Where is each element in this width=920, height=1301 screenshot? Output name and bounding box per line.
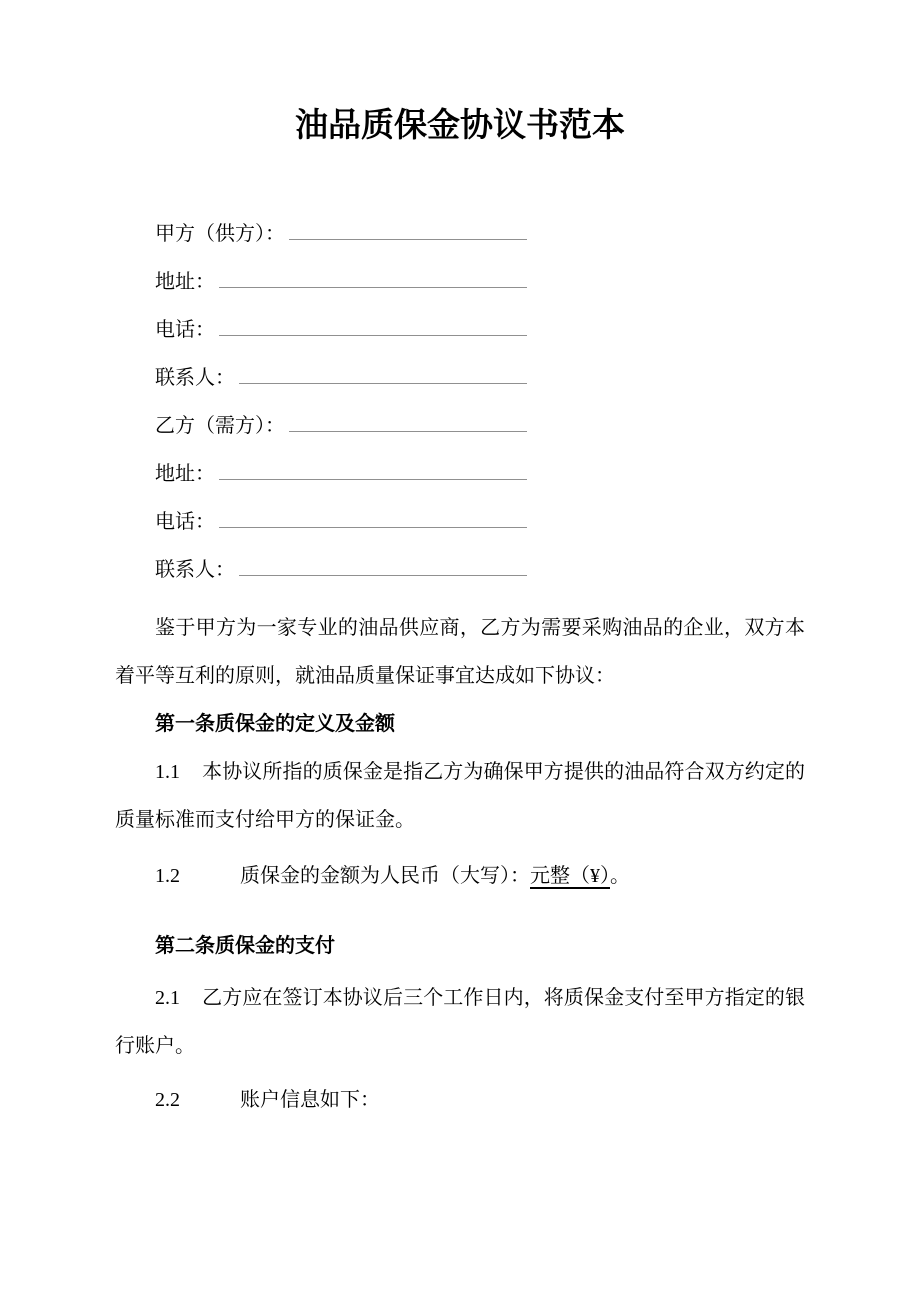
clause-text: 本协议所指的质保金是指乙方为确保甲方提供的油品符合双方约定的质量标准而支付给甲方的保证金。 <box>115 761 805 831</box>
blank-line <box>239 383 527 384</box>
clause-1-1 <box>115 748 805 844</box>
clause-text: 质保金的金额为人民币（大写）： <box>240 865 530 887</box>
form-label: 联系人： <box>155 367 235 389</box>
form-row-phone-b <box>155 498 527 546</box>
clause-2-1 <box>115 974 805 1070</box>
form-row-party-b <box>155 402 527 450</box>
form-label: 电话： <box>155 511 215 533</box>
clause-text: 账户信息如下： <box>240 1089 380 1111</box>
clause-number: 2.2 <box>155 1089 180 1111</box>
clause-1-2 <box>115 852 805 900</box>
form-label: 地址： <box>155 271 215 293</box>
form-label: 地址： <box>155 463 215 485</box>
form-row-phone-a <box>155 306 527 354</box>
section-1-heading: 第一条质保金的定义及金额 <box>155 713 395 735</box>
party-info-form <box>155 210 805 594</box>
clause-number: 2.1 <box>155 987 180 1009</box>
blank-line <box>219 527 527 528</box>
section-2-heading: 第二条质保金的支付 <box>155 935 335 957</box>
form-row-address-a <box>155 258 527 306</box>
blank-line <box>239 575 527 576</box>
blank-line <box>219 287 527 288</box>
form-label: 电话： <box>155 319 215 341</box>
document-title: 油品质保金协议书范本 <box>295 106 625 143</box>
form-row-address-b <box>155 450 527 498</box>
form-row-party-a <box>155 210 527 258</box>
form-label: 乙方（需方）： <box>155 415 285 437</box>
clause-text-suffix: 。 <box>610 865 630 887</box>
blank-line <box>219 335 527 336</box>
clause-number: 1.1 <box>155 761 180 783</box>
form-row-contact-b <box>155 546 527 594</box>
blank-line <box>289 431 527 432</box>
form-row-contact-a <box>155 354 527 402</box>
blank-line <box>289 239 527 240</box>
amount-blank-text: 元整（¥） <box>530 865 610 887</box>
blank-line <box>219 479 527 480</box>
clause-text: 乙方应在签订本协议后三个工作日内，将质保金支付至甲方指定的银行账户。 <box>115 987 805 1057</box>
clause-2-2 <box>115 1076 805 1124</box>
clause-number: 1.2 <box>155 865 180 887</box>
form-label: 甲方（供方）： <box>155 223 285 245</box>
form-label: 联系人： <box>155 559 235 581</box>
intro-paragraph: 鉴于甲方为一家专业的油品供应商，乙方为需要采购油品的企业，双方本着平等互利的原则，就油品质量保证事宜达成如下协议： <box>115 617 805 687</box>
